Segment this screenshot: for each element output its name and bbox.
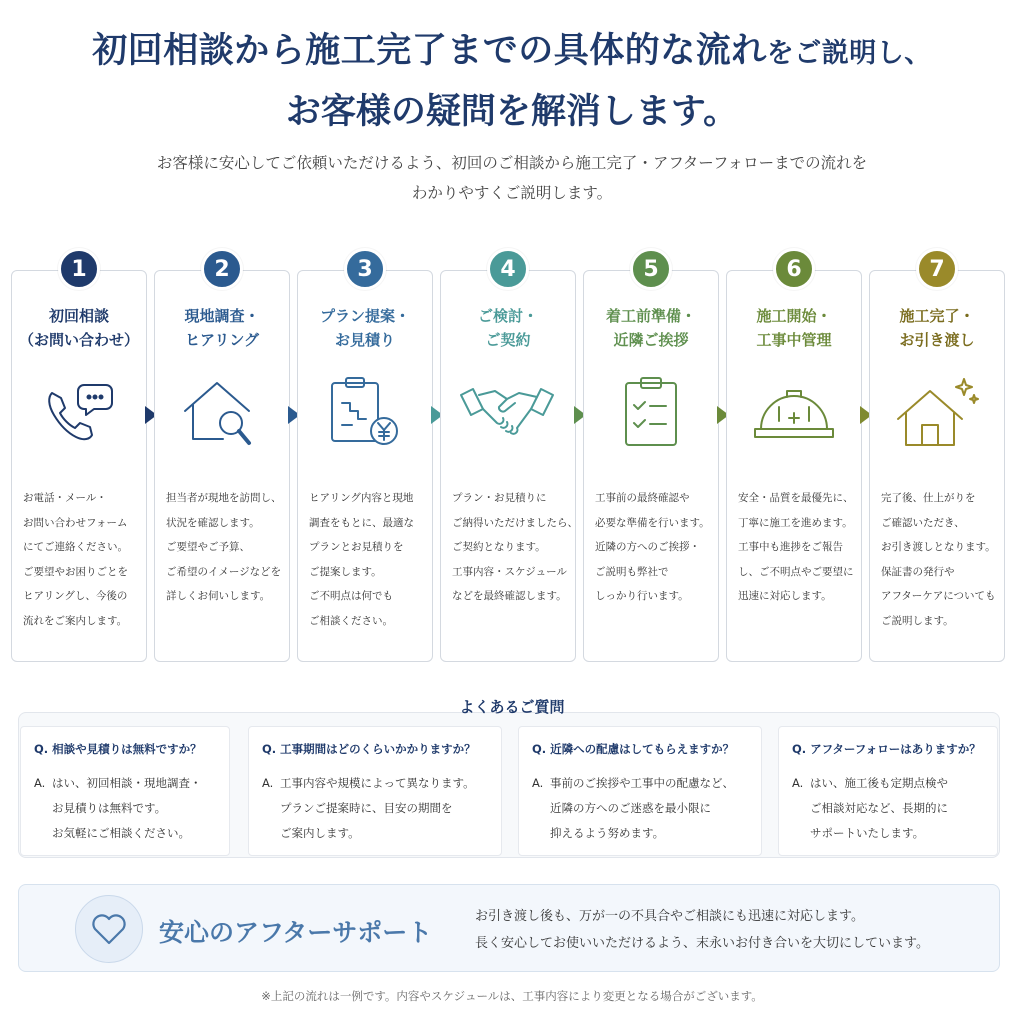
answer-prefix: A. — [792, 776, 804, 790]
step-title-line: お引き渡し — [899, 331, 975, 349]
step-title-line: （お問い合わせ） — [18, 331, 139, 349]
desc-line: 丁寧に施工を進めます。 — [738, 516, 853, 529]
lead-line2: わかりやすくご説明します。 — [411, 184, 613, 202]
desc-line: お引き渡しとなります。 — [881, 541, 996, 553]
step-title-line: 工事中管理 — [756, 331, 832, 349]
answer-line: ご相談対応など、長期的に — [810, 801, 948, 815]
desc-line: ご説明も弊社で — [595, 565, 669, 578]
faq-title: よくあるご質問 — [459, 698, 565, 716]
answer-text — [280, 771, 475, 846]
step-number-badge: 5 — [630, 248, 672, 290]
step-5 — [583, 248, 719, 662]
answer-line: お見積りは無料です。 — [52, 801, 167, 815]
step-description — [452, 486, 578, 609]
lead-line1: お客様に安心してご依頼いただけるよう、初回のご相談から施工完了・アフターフォローまでの流れを — [156, 154, 868, 172]
desc-line: アフターケアについても — [881, 590, 996, 602]
step-number-badge: 4 — [487, 248, 529, 290]
desc-line: 工事中も進捗をご報告 — [738, 541, 843, 553]
faq-item — [518, 726, 762, 856]
page-headline — [0, 22, 1024, 141]
desc-line: 担当者が現地を訪問し、 — [166, 492, 282, 504]
step-title-line: ご検討・ — [477, 307, 538, 325]
answer-line: はい、初回相談・現地調査・ — [52, 776, 202, 790]
step-title-line: お見積り — [334, 331, 395, 349]
faq-question: Q. 相談や見積りは無料ですか？ — [34, 742, 202, 756]
step-title — [583, 304, 719, 352]
step-description — [595, 486, 715, 609]
desc-line: ご納得いただけましたら、 — [452, 516, 578, 529]
step-description — [738, 486, 858, 609]
checklist-icon — [616, 373, 686, 453]
desc-line: プランとお見積りを — [309, 541, 404, 553]
headline-line2: お客様の疑問を解消します。 — [285, 91, 739, 132]
step-number-badge: 7 — [916, 248, 958, 290]
step-6 — [726, 248, 862, 662]
after-support-banner — [18, 884, 1000, 972]
desc-line: 完了後、仕上がりを — [881, 492, 976, 504]
faq-item — [248, 726, 502, 856]
lead-text — [0, 148, 1024, 208]
step-3 — [297, 248, 433, 662]
answer-line: サポートいたします。 — [810, 826, 925, 840]
step-number-badge: 2 — [201, 248, 243, 290]
faq-question: Q. 近隣への配慮はしてもらえますか？ — [532, 742, 735, 756]
faq-item — [778, 726, 998, 856]
headline-line1-small: をご説明し、 — [766, 38, 932, 69]
desc-line: し、ご不明点やご要望に — [738, 565, 854, 578]
support-text — [475, 903, 929, 957]
desc-line: ご不明点は何でも — [309, 590, 393, 602]
desc-line: ご提案します。 — [309, 565, 382, 578]
step-title — [154, 304, 290, 352]
step-title-line: 現地調査・ — [184, 307, 260, 325]
step-description — [309, 486, 429, 633]
support-text-line: 長く安心してお使いいただけるよう、末永いお付き合いを大切にしています。 — [475, 936, 929, 951]
answer-line: お気軽にご相談ください。 — [52, 826, 190, 840]
desc-line: 必要な準備を行います。 — [595, 516, 710, 529]
answer-prefix: A. — [34, 776, 46, 790]
desc-line: お電話・メール・ — [23, 492, 107, 504]
step-title-line: 近隣ご挨拶 — [613, 331, 689, 349]
answer-line: 工事内容や規模によって異なります。 — [280, 776, 475, 790]
step-4 — [440, 248, 576, 662]
faq-question: Q. 工事期間はどのくらいかかりますか？ — [262, 742, 476, 756]
desc-line: 詳しくお伺いします。 — [166, 590, 271, 602]
step-description — [166, 486, 286, 609]
desc-line: ご希望のイメージなどを — [166, 565, 282, 578]
answer-text — [52, 771, 202, 846]
desc-line: 安全・品質を最優先に、 — [738, 492, 854, 504]
step-description — [23, 486, 143, 633]
step-number-badge: 6 — [773, 248, 815, 290]
step-title — [869, 304, 1005, 352]
answer-prefix: A. — [262, 776, 274, 790]
helmet-icon — [759, 373, 829, 453]
answer-line: 事前のご挨拶や工事中の配慮など、 — [550, 776, 734, 790]
step-title-line: 着工前準備・ — [605, 307, 696, 325]
desc-line: 近隣の方へのご挨拶・ — [595, 541, 700, 553]
desc-line: ご説明します。 — [881, 614, 954, 627]
desc-line: 工事前の最終確認や — [595, 492, 690, 504]
heart-icon — [75, 895, 143, 963]
step-description — [881, 486, 1001, 633]
footnote: ※上記の流れは一例です。内容やスケジュールは、工事内容により変更となる場合がございます。 — [261, 989, 763, 1003]
desc-line: ご契約となります。 — [452, 541, 546, 553]
faq-item — [20, 726, 230, 856]
desc-line: 工事内容・スケジュール — [452, 565, 567, 578]
answer-line: プランご提案時に、目安の期間を — [280, 801, 453, 815]
answer-prefix: A. — [532, 776, 544, 790]
step-title — [440, 304, 576, 352]
step-title-line: 施工完了・ — [899, 307, 975, 325]
answer-text — [550, 771, 734, 846]
step-number-badge: 1 — [58, 248, 100, 290]
desc-line: ご相談ください。 — [309, 614, 393, 627]
desc-line: ご要望やお困りごとを — [23, 565, 128, 578]
handshake-icon — [473, 373, 543, 453]
answer-line: 近隣の方へのご迷惑を最小限に — [550, 801, 711, 815]
step-title — [297, 304, 433, 352]
phone-chat-icon — [44, 373, 114, 453]
faq-question: Q. アフターフォローはありますか？ — [792, 742, 981, 756]
step-1 — [11, 248, 147, 662]
step-title-line: プラン提案・ — [319, 307, 410, 325]
step-7 — [869, 248, 1005, 662]
answer-text — [810, 771, 948, 846]
desc-line: 迅速に対応します。 — [738, 590, 832, 602]
desc-line: ヒアリングし、今後の — [23, 590, 128, 602]
support-text-line: お引き渡し後も、万が一の不具合やご相談にも迅速に対応します。 — [475, 909, 864, 924]
answer-line: ご案内します。 — [280, 826, 360, 840]
step-title — [11, 304, 147, 352]
desc-line: などを最終確認します。 — [452, 590, 567, 602]
house-sparkle-icon — [902, 373, 972, 453]
step-title-line: 施工開始・ — [756, 307, 832, 325]
desc-line: プラン・お見積りに — [452, 492, 547, 504]
headline-line1: 初回相談から施工完了までの具体的な流れ — [92, 30, 767, 71]
desc-line: にてご連絡ください。 — [23, 541, 128, 553]
desc-line: 保証書の発行や — [881, 565, 955, 578]
step-number-badge: 3 — [344, 248, 386, 290]
desc-line: ご確認いただき、 — [881, 516, 965, 529]
step-title — [726, 304, 862, 352]
desc-line: 流れをご案内します。 — [23, 614, 128, 627]
desc-line: 調査をもとに、最適な — [309, 516, 414, 529]
desc-line: お問い合わせフォーム — [23, 516, 128, 529]
step-title-line: ヒアリング — [184, 331, 260, 349]
desc-line: ご要望やご予算、 — [166, 541, 250, 553]
support-title: 安心のアフターサポート — [159, 918, 433, 947]
desc-line: 状況を確認します。 — [166, 516, 260, 529]
process-steps — [11, 248, 1015, 662]
desc-line: しっかり行います。 — [595, 590, 689, 602]
step-title-line: 初回相談 — [48, 307, 109, 325]
step-2 — [154, 248, 290, 662]
answer-line: はい、施工後も定期点検や — [810, 776, 948, 790]
answer-line: 抑えるよう努めます。 — [550, 826, 665, 840]
plan-yen-icon — [330, 373, 400, 453]
house-search-icon — [187, 373, 257, 453]
desc-line: ヒアリング内容と現地 — [309, 492, 414, 504]
step-title-line: ご契約 — [485, 331, 531, 349]
